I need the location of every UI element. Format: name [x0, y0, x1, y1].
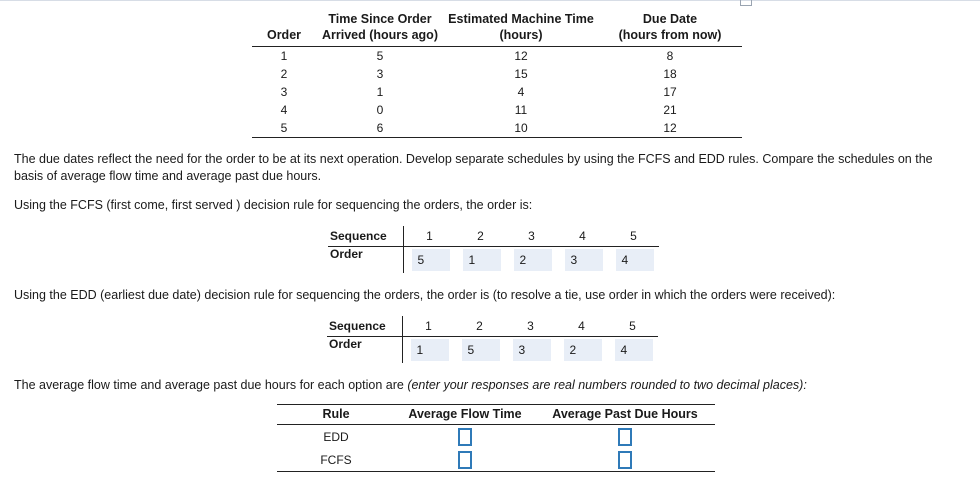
resize-handle[interactable] — [740, 0, 752, 6]
cell-due-date: 18 — [663, 67, 677, 81]
edd-answer-cell[interactable]: 3 — [513, 339, 551, 361]
cell-order: 2 — [280, 67, 288, 81]
cell-time-since: 5 — [376, 49, 384, 63]
col-rule-header: Rule — [277, 405, 395, 425]
order-label: Order — [329, 337, 362, 351]
sequence-position: 2 — [455, 226, 506, 247]
sequence-position: 2 — [454, 316, 505, 337]
intro-line-1: The due dates reflect the need for the order to be at its next operation. Develop separate schedules by using the FCFS and EDD rules. Compare the schedules on the — [14, 152, 933, 166]
fcfs-sequence-table — [328, 226, 659, 273]
sequence-position: 4 — [556, 316, 607, 337]
results-header-row — [277, 405, 715, 425]
sequence-position: 3 — [506, 226, 557, 247]
cell-order: 3 — [280, 85, 288, 99]
edd-sequence-table — [327, 316, 658, 363]
table-row — [252, 119, 742, 138]
fcfs-avg-flow-input[interactable] — [458, 451, 472, 469]
cell-machine-time: 15 — [514, 67, 528, 81]
cell-time-since: 0 — [376, 103, 384, 117]
cell-due-date: 21 — [663, 103, 677, 117]
cell-machine-time: 10 — [514, 121, 528, 135]
sequence-position: 1 — [404, 226, 456, 247]
sequence-label: Sequence — [328, 226, 404, 247]
rule-label: FCFS — [277, 448, 395, 472]
cell-order: 1 — [280, 49, 288, 63]
orders-data-table — [252, 10, 742, 138]
intro-line-2: basis of average flow time and average past due hours. — [14, 169, 322, 183]
fcfs-answer-cell[interactable]: 2 — [514, 249, 552, 271]
intro-paragraph — [14, 151, 974, 185]
edd-answer-cell[interactable]: 2 — [564, 339, 602, 361]
order-label: Order — [330, 247, 363, 261]
col-time-since-header: Time Since Order Arrived (hours ago) — [322, 12, 438, 42]
col-due-date-header: Due Date (hours from now) — [618, 12, 722, 42]
table-row — [252, 65, 742, 83]
cell-order: 4 — [280, 103, 288, 117]
cell-due-date: 17 — [663, 85, 677, 99]
average-prompt-instructions: (enter your responses are real numbers rounded to two decimal places): — [407, 378, 807, 392]
average-prompt — [14, 377, 807, 394]
sequence-label: Sequence — [327, 316, 403, 337]
col-order-header: Order — [266, 28, 302, 42]
table-row — [252, 83, 742, 101]
cell-order: 5 — [280, 121, 288, 135]
table-row — [252, 101, 742, 119]
table-row — [252, 47, 742, 66]
sequence-position: 3 — [505, 316, 556, 337]
sequence-position: 5 — [608, 226, 659, 247]
cell-time-since: 6 — [376, 121, 384, 135]
sequence-position: 1 — [403, 316, 455, 337]
col-avg-past-due-header: Average Past Due Hours — [535, 405, 715, 425]
data-table-header-row — [252, 10, 742, 47]
col-avg-flow-header: Average Flow Time — [395, 405, 535, 425]
cell-machine-time: 12 — [514, 49, 528, 63]
fcfs-answer-cell[interactable]: 5 — [412, 249, 450, 271]
edd-avg-past-due-input[interactable] — [618, 428, 632, 446]
col-machine-time-header: Estimated Machine Time (hours) — [448, 12, 594, 42]
table-row — [277, 425, 715, 449]
sequence-position: 4 — [557, 226, 608, 247]
table-row — [277, 448, 715, 472]
edd-answer-cell[interactable]: 5 — [462, 339, 500, 361]
results-table — [277, 404, 715, 472]
cell-due-date: 12 — [663, 121, 677, 135]
fcfs-answer-cell[interactable]: 3 — [565, 249, 603, 271]
cell-machine-time: 11 — [514, 103, 528, 117]
cell-machine-time: 4 — [517, 85, 525, 99]
fcfs-answer-cell[interactable]: 4 — [616, 249, 654, 271]
cell-time-since: 1 — [376, 85, 384, 99]
fcfs-answer-cell[interactable]: 1 — [463, 249, 501, 271]
sequence-position: 5 — [607, 316, 658, 337]
cell-due-date: 8 — [666, 49, 674, 63]
cell-time-since: 3 — [376, 67, 384, 81]
average-prompt-text: The average flow time and average past due hours for each option are — [14, 378, 408, 392]
edd-prompt: Using the EDD (earliest due date) decision rule for sequencing the orders, the order is (to resolve a tie, use order in which the orders were received): — [14, 288, 836, 302]
top-divider — [0, 0, 980, 1]
edd-answer-cell[interactable]: 1 — [411, 339, 449, 361]
fcfs-avg-past-due-input[interactable] — [618, 451, 632, 469]
edd-answer-cell[interactable]: 4 — [615, 339, 653, 361]
rule-label: EDD — [323, 429, 349, 444]
fcfs-prompt: Using the FCFS (first come, first served ) decision rule for sequencing the orders, the order is: — [14, 198, 533, 212]
edd-avg-flow-input[interactable] — [458, 428, 472, 446]
